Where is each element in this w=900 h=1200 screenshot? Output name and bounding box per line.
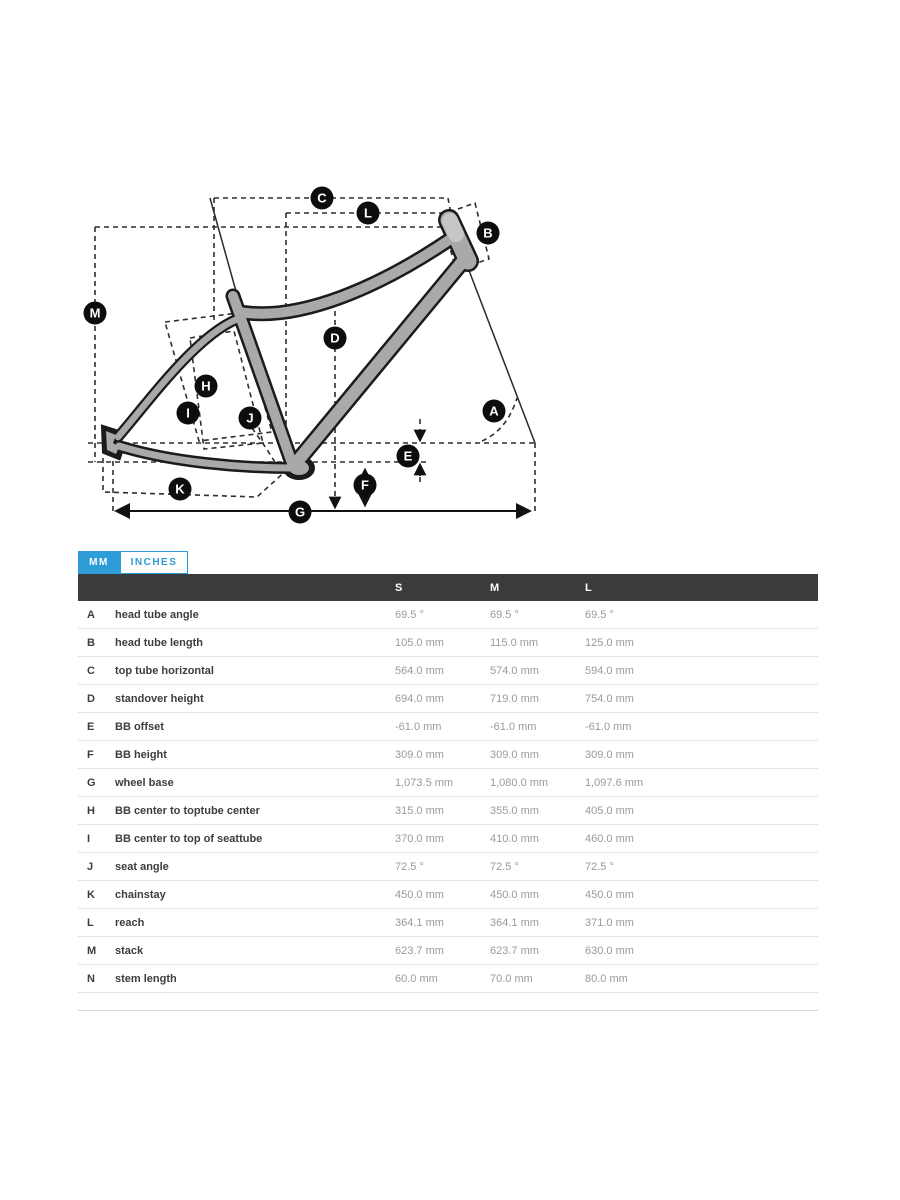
bike-frame-diagram-svg — [0, 0, 900, 545]
row-value-m: -61.0 mm — [490, 720, 537, 733]
row-value-s: 105.0 mm — [395, 636, 444, 649]
diagram-label-letter-k: K — [175, 481, 185, 497]
row-name: BB center to top of seattube — [115, 832, 263, 845]
diagram-label-letter-c: C — [317, 190, 327, 206]
diagram-label-letter-f: F — [361, 477, 369, 493]
row-name: BB offset — [115, 720, 164, 733]
row-name: chainstay — [115, 888, 166, 901]
table-row — [78, 825, 818, 853]
row-name: top tube horizontal — [115, 664, 214, 677]
row-letter: L — [87, 916, 94, 929]
row-value-l: 80.0 mm — [585, 972, 628, 985]
geometry-table — [78, 574, 818, 1011]
table-row — [78, 937, 818, 965]
diagram-label-letter-b: B — [483, 225, 493, 241]
row-name: wheel base — [115, 776, 174, 789]
row-name: reach — [115, 916, 145, 929]
table-bottom-padding — [78, 993, 818, 1010]
table-row — [78, 741, 818, 769]
row-value-l: 1,097.6 mm — [585, 776, 644, 789]
unit-tabs — [78, 551, 818, 574]
row-value-m: 410.0 mm — [490, 832, 539, 845]
col-header-s: S — [395, 581, 403, 594]
row-letter: E — [87, 720, 95, 733]
table-row — [78, 657, 818, 685]
table-row — [78, 769, 818, 797]
frame-tubes — [106, 220, 468, 475]
row-value-s: -61.0 mm — [395, 720, 442, 733]
row-value-s: 694.0 mm — [395, 692, 444, 705]
row-letter: A — [87, 608, 95, 621]
diagram-label-letter-l: L — [364, 205, 372, 221]
row-letter: I — [87, 832, 91, 845]
row-value-l: 72.5 ° — [585, 860, 614, 873]
row-value-l: 594.0 mm — [585, 664, 634, 677]
row-value-s: 60.0 mm — [395, 972, 438, 985]
row-name: seat angle — [115, 860, 169, 873]
row-name: standover height — [115, 692, 204, 705]
row-value-s: 623.7 mm — [395, 944, 444, 957]
row-letter: K — [87, 888, 95, 901]
row-value-m: 70.0 mm — [490, 972, 533, 985]
row-letter: D — [87, 692, 95, 705]
diagram-label-letter-j: J — [246, 410, 254, 426]
table-row — [78, 965, 818, 993]
row-letter: G — [87, 776, 96, 789]
row-letter: B — [87, 636, 95, 649]
row-letter: F — [87, 748, 94, 761]
row-letter: M — [87, 944, 97, 957]
diagram-label-letter-m: M — [89, 305, 101, 321]
row-value-s: 370.0 mm — [395, 832, 444, 845]
row-value-m: 69.5 ° — [490, 608, 519, 621]
row-letter: N — [87, 972, 95, 985]
row-value-m: 450.0 mm — [490, 888, 539, 901]
table-row — [78, 685, 818, 713]
row-value-l: 450.0 mm — [585, 888, 634, 901]
row-name: BB center to toptube center — [115, 804, 260, 817]
table-row — [78, 909, 818, 937]
row-value-l: 69.5 ° — [585, 608, 614, 621]
row-value-m: 574.0 mm — [490, 664, 539, 677]
table-body — [78, 601, 818, 993]
tab-inches[interactable]: INCHES — [120, 551, 188, 574]
table-row — [78, 629, 818, 657]
row-name: stem length — [115, 972, 177, 985]
row-value-s: 69.5 ° — [395, 608, 424, 621]
row-value-s: 72.5 ° — [395, 860, 424, 873]
table-row — [78, 881, 818, 909]
row-letter: J — [87, 860, 94, 873]
row-value-m: 115.0 mm — [490, 636, 539, 649]
table-row — [78, 853, 818, 881]
row-value-s: 450.0 mm — [395, 888, 444, 901]
diagram-label-letter-g: G — [294, 504, 306, 520]
row-value-l: 754.0 mm — [585, 692, 634, 705]
row-value-s: 309.0 mm — [395, 748, 444, 761]
row-value-s: 1,073.5 mm — [395, 776, 454, 789]
row-value-l: 460.0 mm — [585, 832, 634, 845]
row-name: BB height — [115, 748, 167, 761]
row-value-l: 630.0 mm — [585, 944, 634, 957]
row-value-m: 1,080.0 mm — [490, 776, 549, 789]
row-value-m: 355.0 mm — [490, 804, 539, 817]
row-value-s: 315.0 mm — [395, 804, 444, 817]
col-header-m: M — [490, 581, 500, 594]
row-value-l: 309.0 mm — [585, 748, 634, 761]
frame-geometry-diagram — [0, 0, 900, 545]
diagram-label-letter-a: A — [489, 403, 499, 419]
row-value-l: 405.0 mm — [585, 804, 634, 817]
row-value-m: 623.7 mm — [490, 944, 539, 957]
col-header-l: L — [585, 581, 592, 594]
row-value-m: 309.0 mm — [490, 748, 539, 761]
row-value-s: 564.0 mm — [395, 664, 444, 677]
row-letter: C — [87, 664, 95, 677]
diagram-label-letter-d: D — [330, 330, 340, 346]
diagram-label-letter-i: I — [186, 405, 190, 421]
row-name: head tube angle — [115, 608, 199, 621]
diagram-label-letter-e: E — [403, 448, 413, 464]
tab-mm[interactable]: MM — [78, 551, 120, 574]
table-row — [78, 797, 818, 825]
geometry-panel — [78, 551, 818, 1011]
table-row — [78, 601, 818, 629]
row-value-l: -61.0 mm — [585, 720, 632, 733]
row-value-m: 364.1 mm — [490, 916, 539, 929]
row-value-l: 371.0 mm — [585, 916, 634, 929]
row-value-m: 719.0 mm — [490, 692, 539, 705]
row-name: head tube length — [115, 636, 203, 649]
table-header — [78, 574, 818, 601]
diagram-label-letter-h: H — [201, 378, 211, 394]
row-value-s: 364.1 mm — [395, 916, 444, 929]
row-name: stack — [115, 944, 144, 957]
row-value-l: 125.0 mm — [585, 636, 634, 649]
table-row — [78, 713, 818, 741]
row-letter: H — [87, 804, 95, 817]
row-value-m: 72.5 ° — [490, 860, 519, 873]
